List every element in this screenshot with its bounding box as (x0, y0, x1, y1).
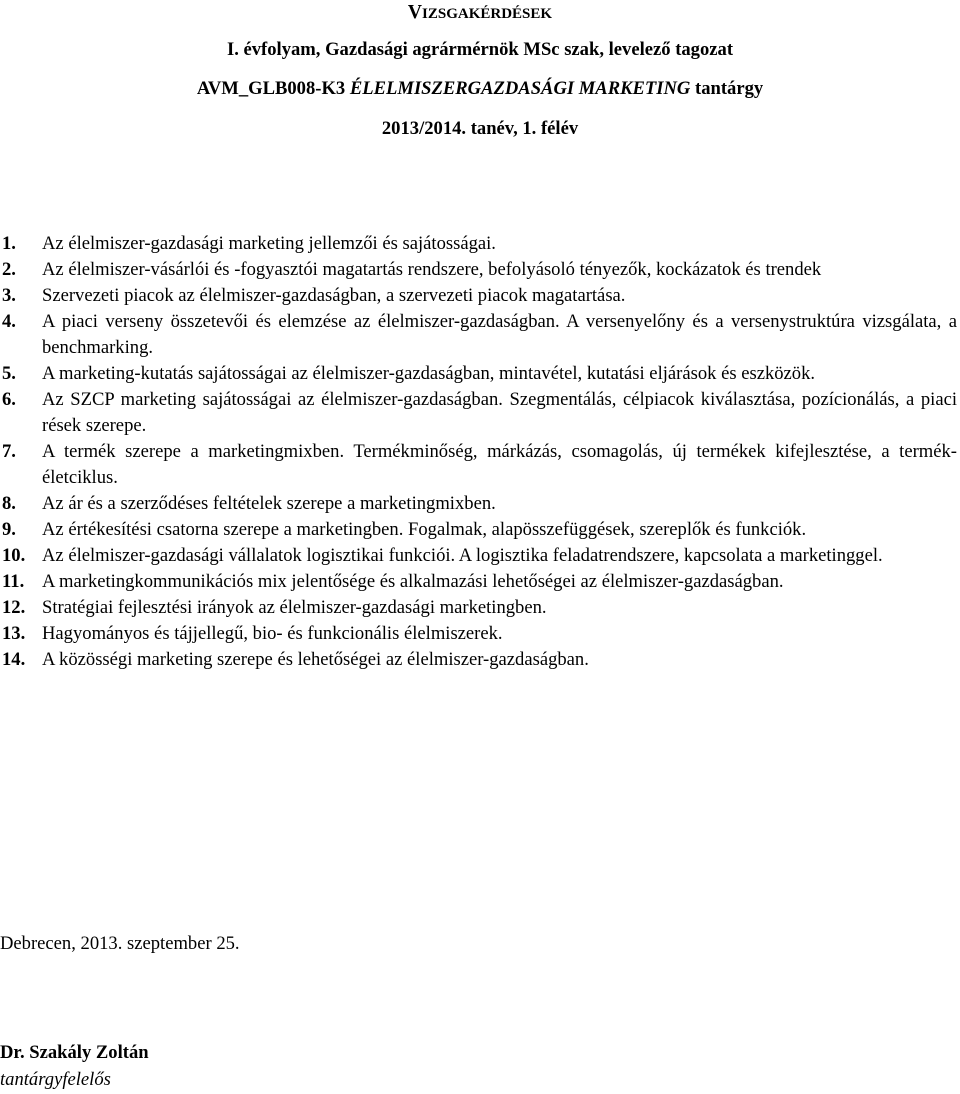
question-item (2, 595, 957, 621)
question-item (2, 647, 957, 673)
question-number: 10. (2, 545, 26, 566)
place-date: Debrecen, 2013. szeptember 25. (0, 933, 240, 954)
question-text: Az ár és a szerződéses feltételek szerepe a marketingmixben. (42, 493, 496, 514)
question-item (2, 621, 957, 647)
question-number: 12. (2, 597, 26, 618)
question-item (2, 517, 957, 543)
term-line: 2013/2014. tanév, 1. félév (381, 118, 579, 139)
question-text: A piaci verseny összetevői és elemzése az élelmiszer-gazdaságban. A versenyelőny és a versenystruktúra vizsgálata, a benchmarking. (42, 311, 957, 358)
course-line (0, 77, 960, 101)
question-list (2, 231, 957, 673)
question-number: 7. (2, 441, 16, 462)
question-item (2, 309, 957, 361)
question-text: Az élelmiszer-gazdasági marketing jellemzői és sajátosságai. (42, 233, 496, 254)
question-text: A marketingkommunikációs mix jelentősége és alkalmazási lehetőségei az élelmiszer-gazdaságban. (42, 571, 784, 592)
question-text: Stratégiai fejlesztési irányok az élelmiszer-gazdasági marketingben. (42, 597, 547, 618)
question-text: A közösségi marketing szerepe és lehetőségei az élelmiszer-gazdaságban. (42, 649, 589, 670)
document-title (0, 1, 960, 26)
question-item (2, 231, 957, 257)
question-item (2, 283, 957, 309)
question-item (2, 361, 957, 387)
question-number: 9. (2, 519, 16, 540)
question-item (2, 257, 957, 283)
question-item (2, 543, 957, 569)
question-text: Az élelmiszer-gazdasági vállalatok logisztikai funkciói. A logisztika feladatrendszere, kapcsolata a marketinggel. (42, 545, 883, 566)
signer-name: Dr. Szakály Zoltán (0, 1042, 149, 1063)
question-number: 14. (2, 649, 26, 670)
title-initial: V (407, 2, 423, 23)
question-number: 6. (2, 389, 16, 410)
question-number: 11. (2, 571, 25, 592)
question-number: 3. (2, 285, 16, 306)
question-item (2, 439, 957, 491)
question-item (2, 569, 957, 595)
question-item (2, 491, 957, 517)
question-text: A termék szerepe a marketingmixben. Termékminőség, márkázás, csomagolás, új termékek kifejlesztése, a termék-életciklus. (42, 441, 957, 488)
question-text: Szervezeti piacok az élelmiszer-gazdaságban, a szervezeti piacok magatartása. (42, 285, 626, 306)
question-number: 1. (2, 233, 16, 254)
title-rest: IZSGAKÉRDÉSEK (422, 6, 553, 22)
question-text: Az értékesítési csatorna szerepe a marketingben. Fogalmak, alapösszefüggések, szereplők és funkciók. (42, 519, 807, 540)
question-number: 5. (2, 363, 16, 384)
question-text: A marketing-kutatás sajátosságai az élelmiszer-gazdaságban, mintavétel, kutatási eljárások és eszközök. (42, 363, 816, 384)
question-item (2, 387, 957, 439)
signer-role: tantárgyfelelős (0, 1069, 111, 1090)
course-code: AVM_GLB008-K3 (196, 78, 346, 99)
question-text: Hagyományos és tájjellegű, bio- és funkcionális élelmiszerek. (42, 623, 503, 644)
question-text: Az élelmiszer-vásárlói és -fogyasztói magatartás rendszere, befolyásoló tényezők, kockázatok és trendek (42, 259, 822, 280)
question-text: Az SZCP marketing sajátosságai az élelmiszer-gazdaságban. Szegmentálás, célpiacok kiválasztása, pozícionálás, a piaci rések szerepe. (42, 389, 957, 436)
question-number: 4. (2, 311, 16, 332)
course-suffix: tantárgy (695, 78, 764, 99)
question-number: 8. (2, 493, 16, 514)
course-name: ÉLELMISZERGAZDASÁGI MARKETING (349, 78, 691, 99)
program-line: I. évfolyam, Gazdasági agrármérnök MSc szak, levelező tagozat (226, 39, 734, 60)
question-number: 2. (2, 259, 16, 280)
question-number: 13. (2, 623, 26, 644)
